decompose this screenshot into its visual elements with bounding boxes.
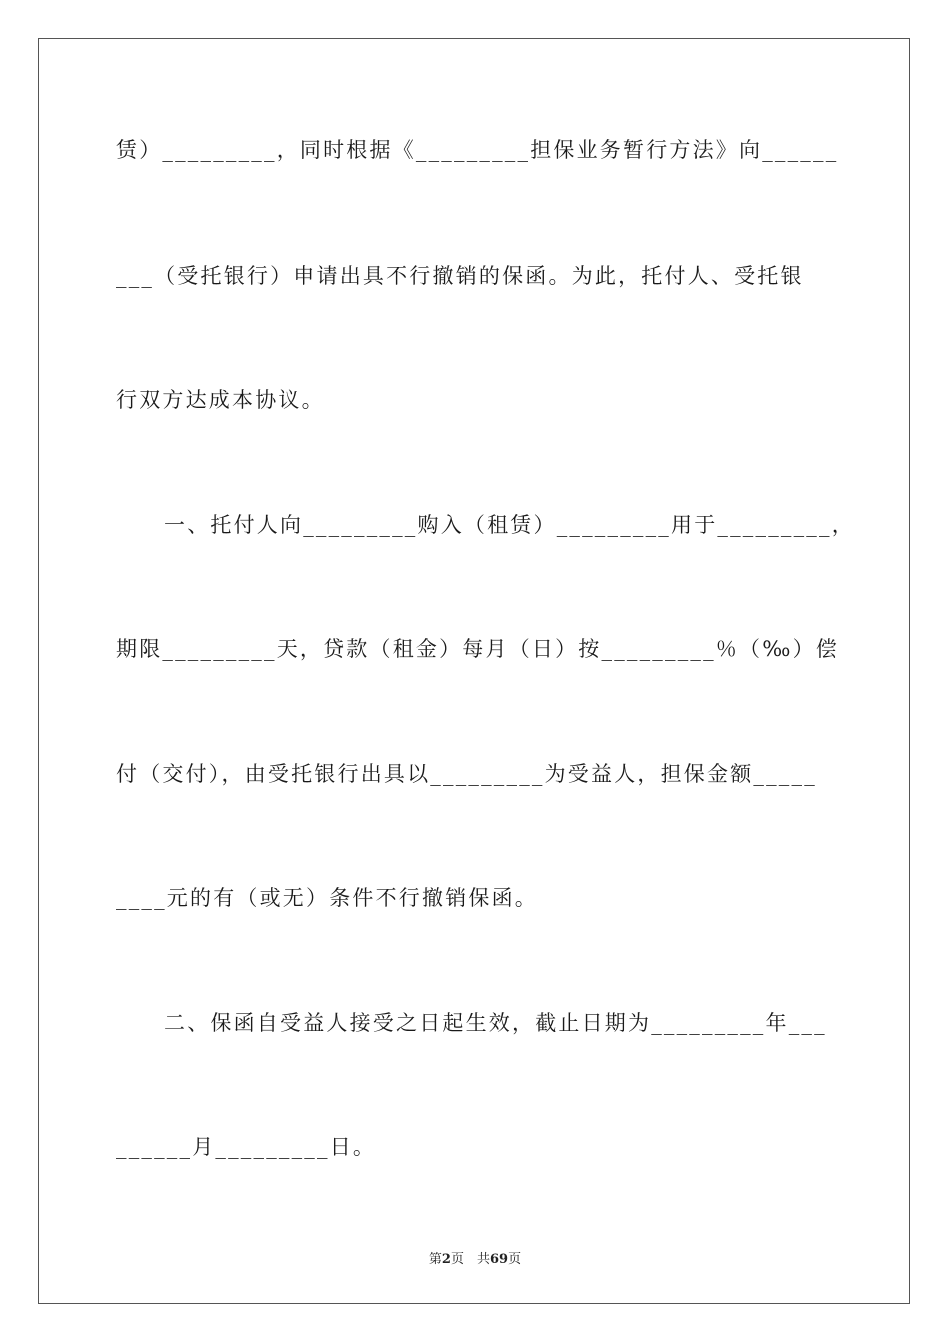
text-line-8: 二、保函自受益人接受之日起生效，截止日期为_________年___ — [164, 1011, 827, 1035]
page-frame — [38, 38, 910, 1304]
footer-prefix: 第 — [428, 1252, 442, 1267]
text-line-4: 一、托付人向_________购入（租赁）_________用于_________， — [164, 513, 855, 537]
page-number-footer — [0, 1248, 950, 1267]
text-line-5: 期限_________天，贷款（租金）每月（日）按_________％（‰）偿 — [116, 637, 839, 661]
text-line-9: ______月_________日。 — [116, 1135, 377, 1159]
footer-suffix: 页 — [508, 1252, 522, 1267]
footer-mid: 页 共 — [450, 1252, 490, 1267]
footer-total-pages: 69 — [489, 1252, 509, 1267]
text-line-7: ____元的有（或无）条件不行撤销保函。 — [116, 886, 538, 910]
text-line-1: 赁）_________，同时根据《_________担保业务暂行方法》向______ — [116, 138, 839, 162]
text-line-6: 付（交付），由受托银行出具以_________为受益人，担保金额_____ — [116, 762, 817, 786]
text-line-3: 行双方达成本协议。 — [116, 388, 325, 412]
footer-current-page: 2 — [441, 1252, 451, 1267]
text-line-2: ___（受托银行）申请出具不行撤销的保函。为此，托付人、受托银 — [116, 264, 804, 288]
